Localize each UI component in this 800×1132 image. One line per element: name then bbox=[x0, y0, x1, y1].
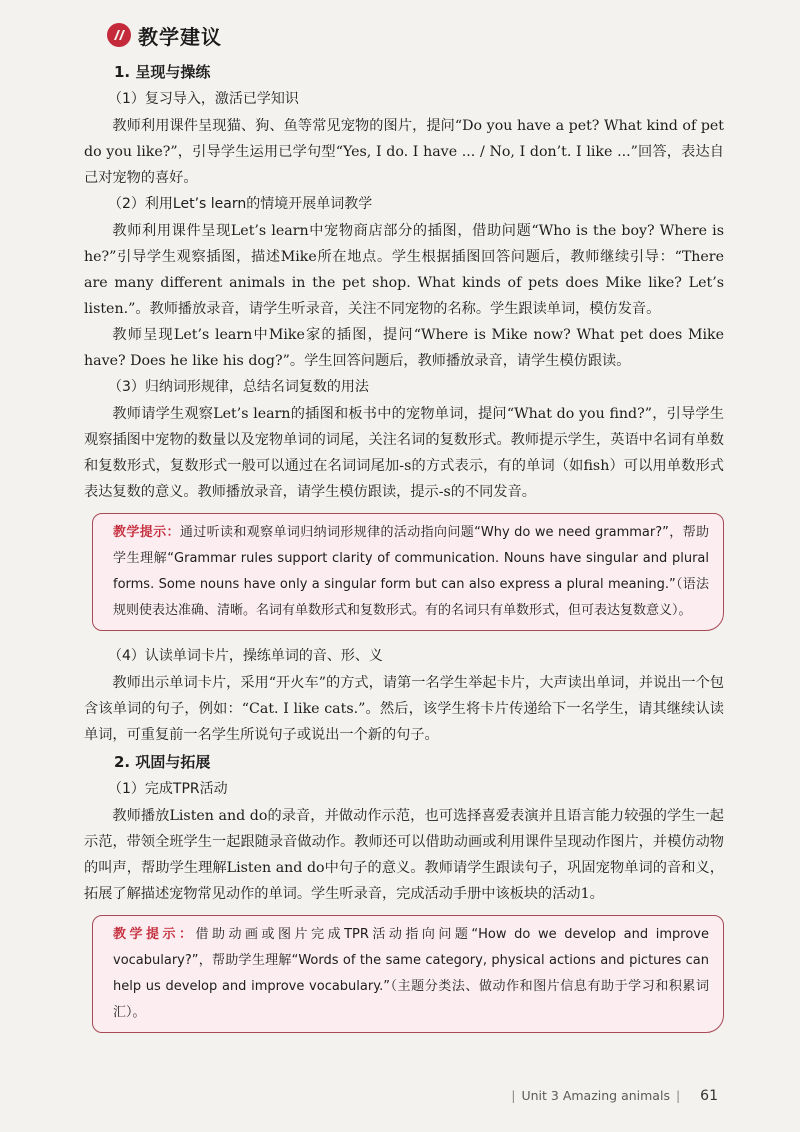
main-content bbox=[84, 58, 724, 1045]
paragraph: 教师利用课件呈现猫、狗、鱼等常见宠物的图片，提问“Do you have a pet? What kind of pet do you like?”，引导学生运用已学句型“Yes, I do. I have ... / No, I don’t. I like ...”回答，表达自己对宠物的喜好。 bbox=[84, 118, 724, 186]
section-1-title: 1. 呈现与操练 bbox=[114, 63, 211, 81]
paragraph: 教师出示单词卡片，采用“开火车”的方式，请第一名学生举起卡片，大声读出单词，并说出一个包含该单词的句子，例如：“Cat. I like cats.”。然后，该学生将卡片传递给下一名学生，请其继续认读单词，可重复前一名学生所说句子或说出一个新的句子。 bbox=[84, 675, 724, 743]
header-title: 教学建议 bbox=[138, 24, 222, 49]
subsection-1-4-title: （4）认读单词卡片，操练单词的音、形、义 bbox=[108, 648, 383, 664]
teaching-logo-icon bbox=[106, 22, 132, 48]
section-2-title: 2. 巩固与拓展 bbox=[114, 753, 211, 771]
footer-unit-title: Amazing animals bbox=[562, 1088, 670, 1103]
subsection-1-2-title: （2）利用Let’s learn的情境开展单词教学 bbox=[108, 196, 373, 212]
paragraph: 教师呈现Let’s learn中Mike家的插图，提问“Where is Mike now? What pet does Mike have? Does he like his dog?”。学生回答问题后，教师播放录音，请学生模仿跟读。 bbox=[84, 327, 724, 369]
paragraph: 教师请学生观察Let’s learn的插图和板书中的宠物单词，提问“What do you find?”，引导学生观察插图中宠物的数量以及宠物单词的词尾，关注名词的复数形式。教师提示学生，英语中名词有单数和复数形式，复数形式一般可以通过在名词词尾加-s的方式表示，有的单词（如fish）可以用单数形式表达复数的意义。教师播放录音，请学生模仿跟读，提示-s的不同发音。 bbox=[84, 406, 724, 500]
subsection-1-1-title: （1）复习导入，激活已学知识 bbox=[108, 91, 299, 107]
teaching-tip-box bbox=[92, 513, 724, 631]
section-header bbox=[106, 18, 222, 52]
footer-divider: | bbox=[511, 1088, 516, 1103]
tip-label: 教学提示： bbox=[113, 927, 196, 942]
tip-label: 教学提示： bbox=[113, 525, 180, 540]
paragraph: 教师播放Listen and do的录音，并做动作示范，也可选择喜爱表演并且语言能力较强的学生一起示范，带领全班学生一起跟随录音做动作。教师还可以借助动画或利用课件呈现动作图片，并模仿动物的叫声，帮助学生理解Listen and do中句子的意义。教师请学生跟读句子，巩固宠物单词的音和义，拓展了解描述宠物常见动作的单词。学生听录音，完成活动手册中该板块的活动1。 bbox=[84, 808, 724, 902]
subsection-2-1-title: （1）完成TPR活动 bbox=[108, 781, 228, 797]
page-number: 61 bbox=[700, 1088, 718, 1104]
page-footer bbox=[505, 1088, 718, 1104]
paragraph: 教师利用课件呈现Let’s learn中宠物商店部分的插图，借助问题“Who is the boy? Where is he?”引导学生观察插图，描述Mike所在地点。学生根据插图回答问题后，教师继续引导：“There are many different animals in the pet shop. What kinds of pets does Mike like? Let’s listen.”。教师播放录音，请学生听录音，关注不同宠物的名称。学生跟读单词，模仿发音。 bbox=[84, 223, 724, 317]
footer-divider: | bbox=[675, 1088, 681, 1103]
tip-text: 借助动画或图片完成TPR活动指向问题“How do we develop and improve vocabulary?”，帮助学生理解“Words of the same category, physical actions and pictures can help us develop and improve vocabulary.”（主题分类法、做动作和图片信息有助于学习和积累词汇）。 bbox=[113, 927, 709, 1020]
footer-unit: Unit 3 bbox=[521, 1088, 559, 1103]
teaching-tip-box bbox=[92, 915, 724, 1033]
subsection-1-3-title: （3）归纳词形规律，总结名词复数的用法 bbox=[108, 379, 369, 395]
tip-text: 通过听读和观察单词归纳词形规律的活动指向问题“Why do we need grammar?”，帮助学生理解“Grammar rules support clarity of communication. Nouns have singular and plural forms. Some nouns have only a singular form but can also express a plural meaning.”（语法规则使表达准确、清晰。名词有单数形式和复数形式。有的名词只有单数形式，但可表达复数意义）。 bbox=[113, 525, 709, 618]
